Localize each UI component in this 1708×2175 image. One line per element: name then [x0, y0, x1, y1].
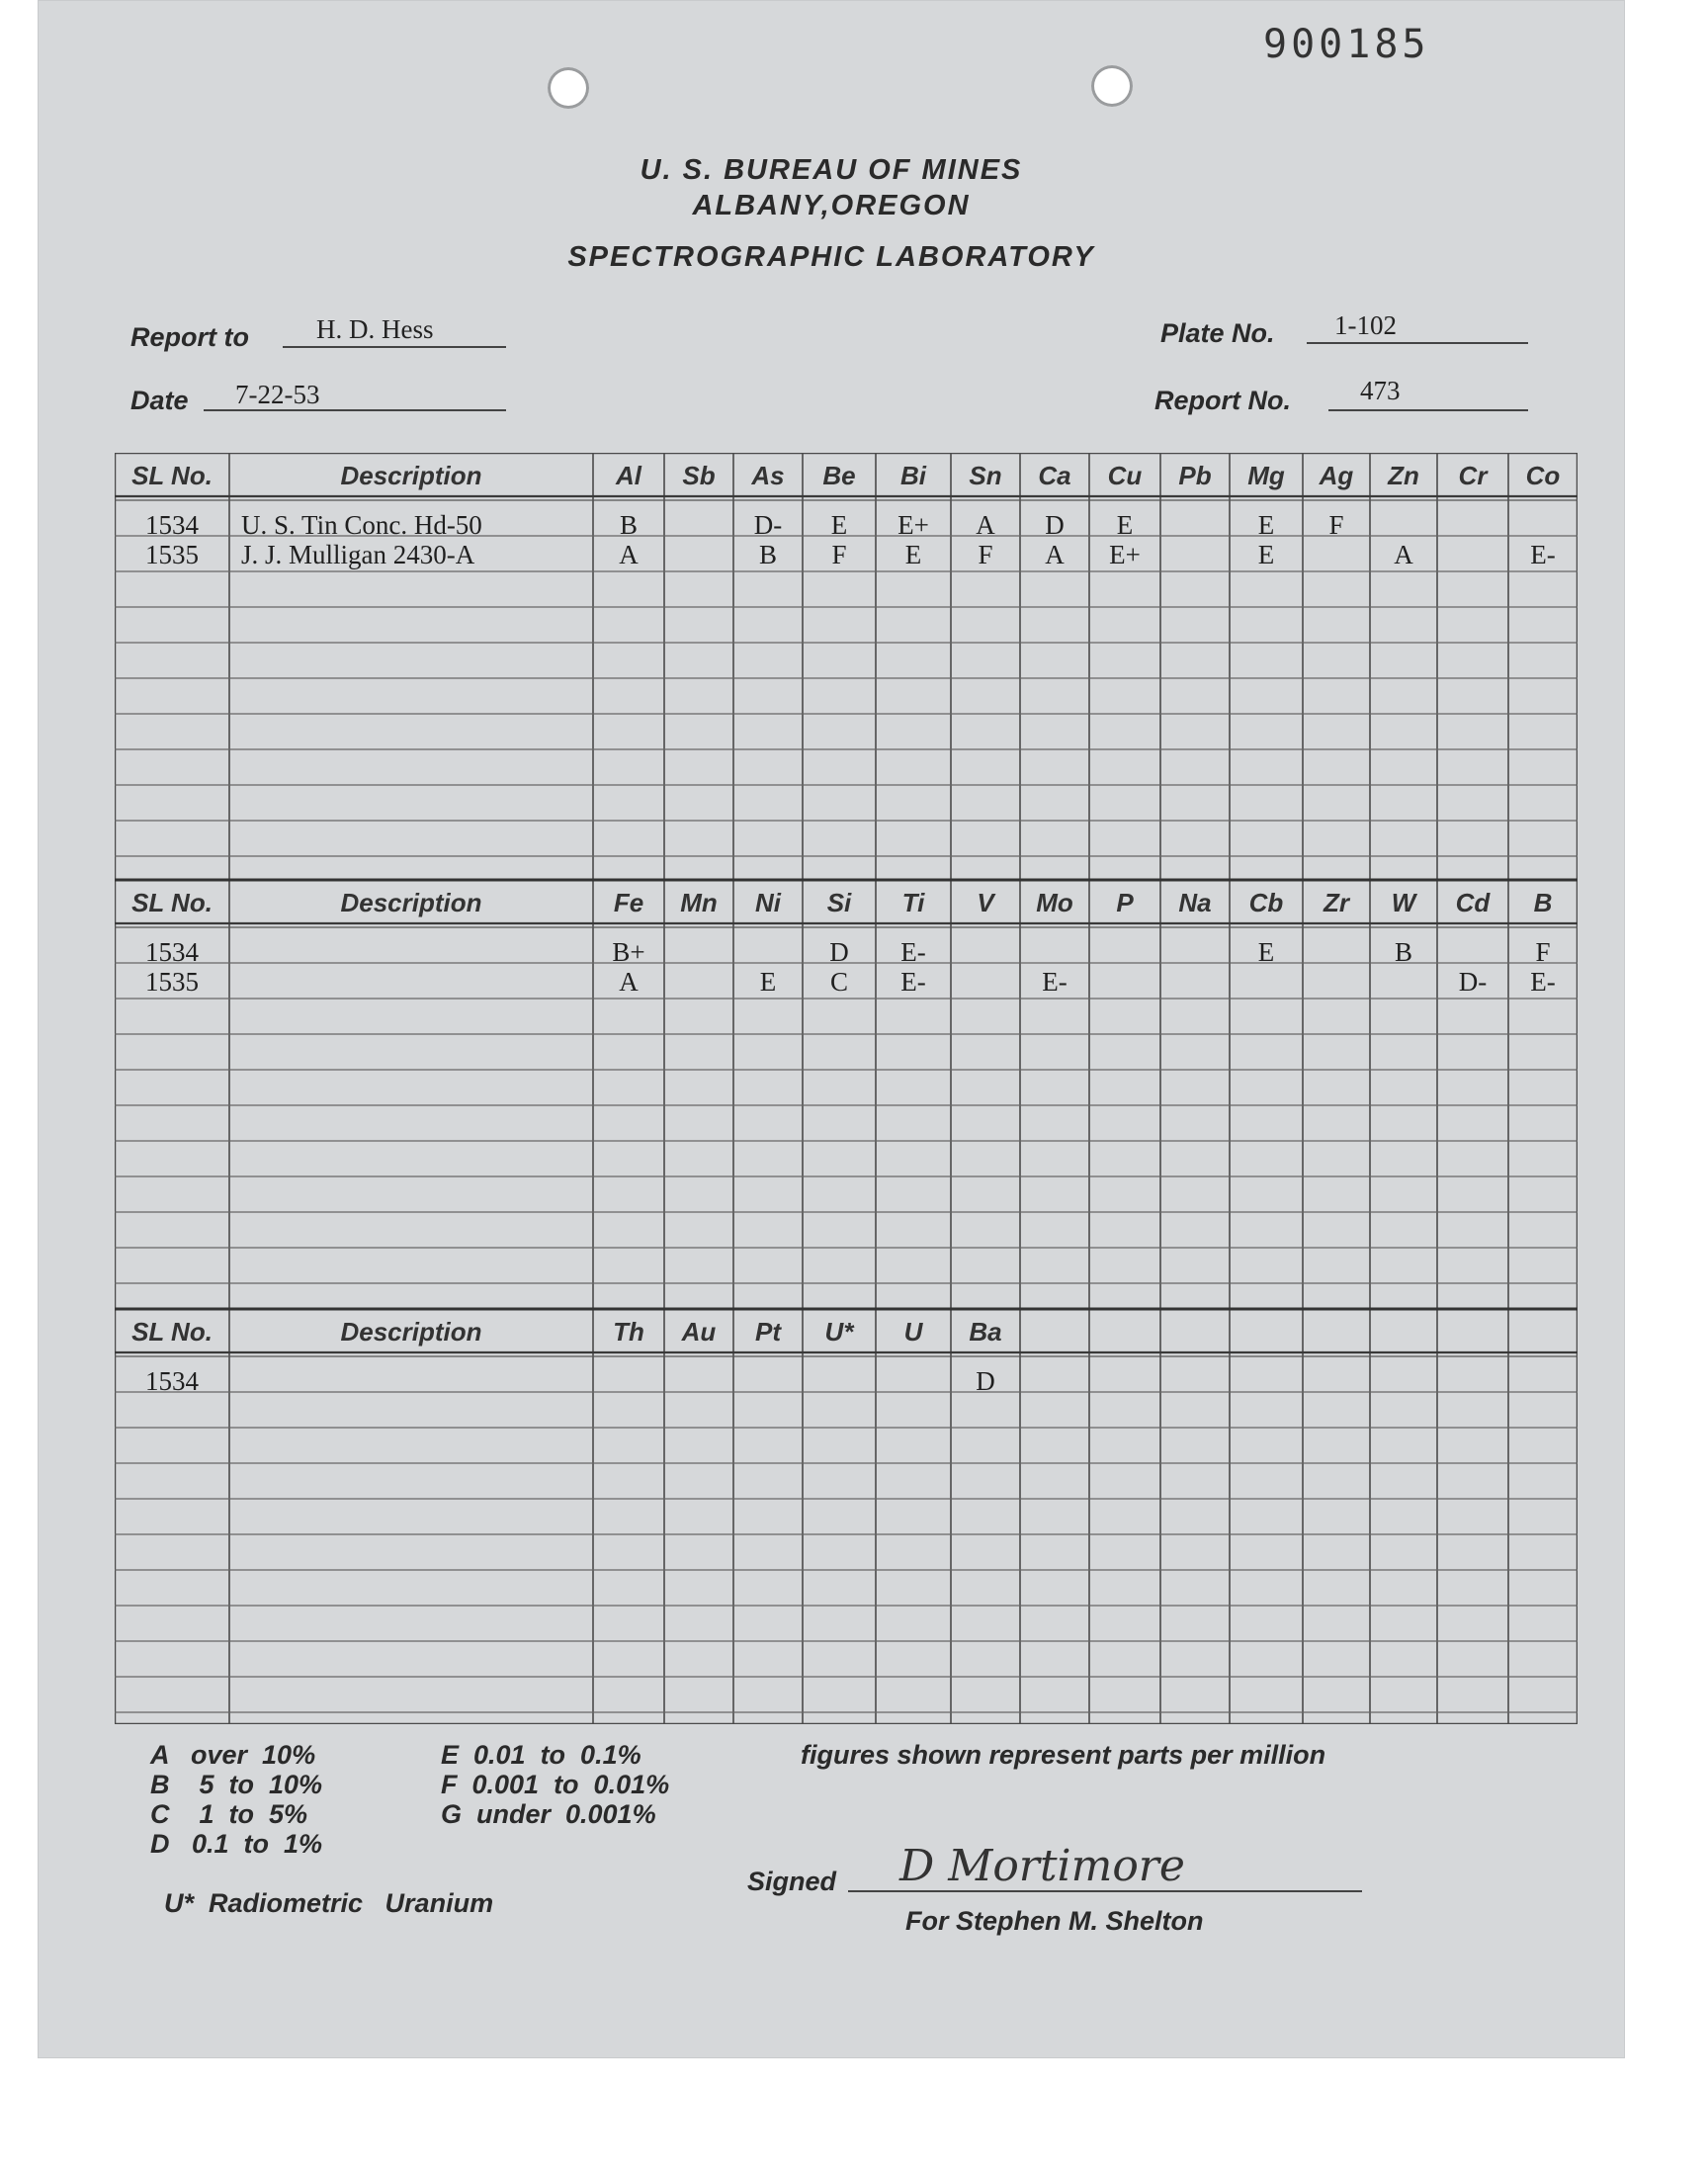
column-header: Zn: [1388, 461, 1419, 490]
report-to-value: H. D. Hess: [316, 314, 434, 344]
column-header: Sn: [969, 461, 1002, 490]
column-header: SL No.: [131, 888, 213, 917]
element-grade: A: [619, 540, 639, 569]
column-header: Zr: [1324, 888, 1349, 917]
column-header: Sb: [682, 461, 716, 490]
column-header: U: [903, 1317, 923, 1347]
report-no-value: 473: [1360, 376, 1401, 405]
analysis-table: [115, 453, 1578, 1724]
element-grade: E: [1257, 937, 1275, 967]
legend-grades-e-g: E 0.01 to 0.1% F 0.001 to 0.01% G under 0.001%: [441, 1740, 670, 1829]
element-grade: F: [1328, 510, 1344, 540]
element-grade: E-: [1042, 967, 1068, 997]
element-grade: E: [759, 967, 777, 997]
column-header: Pt: [755, 1317, 781, 1347]
column-header: Na: [1178, 888, 1212, 917]
column-header: B: [1533, 888, 1553, 917]
column-header: Ba: [969, 1317, 1002, 1347]
column-header: Mo: [1036, 888, 1073, 917]
column-header: SL No.: [131, 1317, 213, 1347]
column-header: Ag: [1319, 461, 1354, 490]
column-header: Ni: [755, 888, 781, 917]
element-grade: D: [1045, 510, 1065, 540]
element-grade: E: [904, 540, 922, 569]
column-header: Cd: [1455, 888, 1491, 917]
element-grade: B: [1394, 937, 1412, 967]
document-number: 900185: [1263, 22, 1430, 67]
column-header: Ti: [901, 888, 925, 917]
sample-number: 1534: [145, 510, 199, 540]
sample-description: J. J. Mulligan 2430-A: [241, 540, 475, 569]
punch-hole: [1091, 65, 1133, 107]
element-grade: A: [1394, 540, 1413, 569]
column-header: Description: [340, 1317, 482, 1347]
laboratory-title: SPECTROGRAPHIC LABORATORY: [567, 241, 1095, 273]
element-grade: B: [758, 540, 777, 569]
sample-number: 1535: [145, 540, 199, 569]
element-grade: C: [829, 967, 848, 997]
element-grade: A: [619, 967, 639, 997]
for-signatory: For Stephen M. Shelton: [905, 1906, 1204, 1936]
column-header: Ca: [1038, 461, 1071, 490]
column-header: Al: [616, 461, 641, 490]
column-header: As: [751, 461, 785, 490]
date-value: 7-22-53: [235, 380, 320, 409]
element-grade: E+: [1109, 540, 1141, 569]
element-grade: E-: [1530, 967, 1556, 997]
element-grade: F: [1535, 937, 1551, 967]
sample-description: U. S. Tin Conc. Hd-50: [241, 510, 482, 540]
plate-no-value: 1-102: [1334, 310, 1397, 340]
element-grade: E: [1257, 510, 1275, 540]
date-label: Date: [130, 386, 189, 415]
column-header: Cb: [1248, 888, 1284, 917]
column-header: Mg: [1247, 461, 1285, 490]
sample-number: 1535: [145, 967, 199, 997]
element-grade: E-: [900, 937, 926, 967]
element-grade: D: [829, 937, 849, 967]
column-header: SL No.: [131, 461, 213, 490]
sample-number: 1534: [145, 1366, 199, 1396]
column-header: V: [977, 888, 994, 917]
column-header: U*: [824, 1317, 854, 1347]
table-grid: [115, 453, 1578, 1724]
signature: D Mortimore: [899, 1841, 1185, 1891]
agency-name: U. S. BUREAU OF MINES: [640, 154, 1023, 186]
element-grade: B: [619, 510, 638, 540]
element-grade: E: [1116, 510, 1134, 540]
punch-hole: [548, 67, 589, 109]
report-to-label: Report to: [130, 322, 249, 352]
column-header: P: [1116, 888, 1134, 917]
column-header: Pb: [1178, 461, 1212, 490]
element-grade: F: [978, 540, 993, 569]
column-header: Au: [681, 1317, 717, 1347]
column-header: Be: [822, 461, 856, 490]
element-grade: D: [976, 1366, 995, 1396]
element-grade: A: [1045, 540, 1065, 569]
plate-no-label: Plate No.: [1160, 318, 1275, 348]
element-grade: A: [976, 510, 995, 540]
column-header: Si: [826, 888, 852, 917]
column-header: W: [1391, 888, 1416, 917]
element-grade: E: [830, 510, 848, 540]
column-header: Cr: [1458, 461, 1488, 490]
sample-number: 1534: [145, 937, 199, 967]
column-header: Cu: [1107, 461, 1143, 490]
column-header: Mn: [680, 888, 718, 917]
legend-grades-a-d: A over 10% B 5 to 10% C 1 to 5% D 0.1 to 1%: [150, 1740, 323, 1859]
column-header: Description: [340, 461, 482, 490]
uranium-note: U* Radiometric Uranium: [164, 1888, 494, 1918]
ppm-note: figures shown represent parts per million: [801, 1740, 1326, 1770]
column-header: Fe: [613, 888, 644, 917]
column-header: Description: [340, 888, 482, 917]
signed-label: Signed: [747, 1867, 837, 1896]
element-grade: D-: [1458, 967, 1488, 997]
element-grade: B+: [612, 937, 645, 967]
agency-location: ALBANY,OREGON: [692, 190, 971, 221]
column-header: Co: [1525, 461, 1561, 490]
element-grade: E: [1257, 540, 1275, 569]
column-header: Th: [613, 1317, 644, 1347]
element-grade: D-: [753, 510, 783, 540]
column-header: Bi: [900, 461, 926, 490]
element-grade: E-: [1530, 540, 1556, 569]
element-grade: F: [831, 540, 847, 569]
report-no-label: Report No.: [1154, 386, 1291, 415]
element-grade: E-: [900, 967, 926, 997]
element-grade: E+: [897, 510, 929, 540]
